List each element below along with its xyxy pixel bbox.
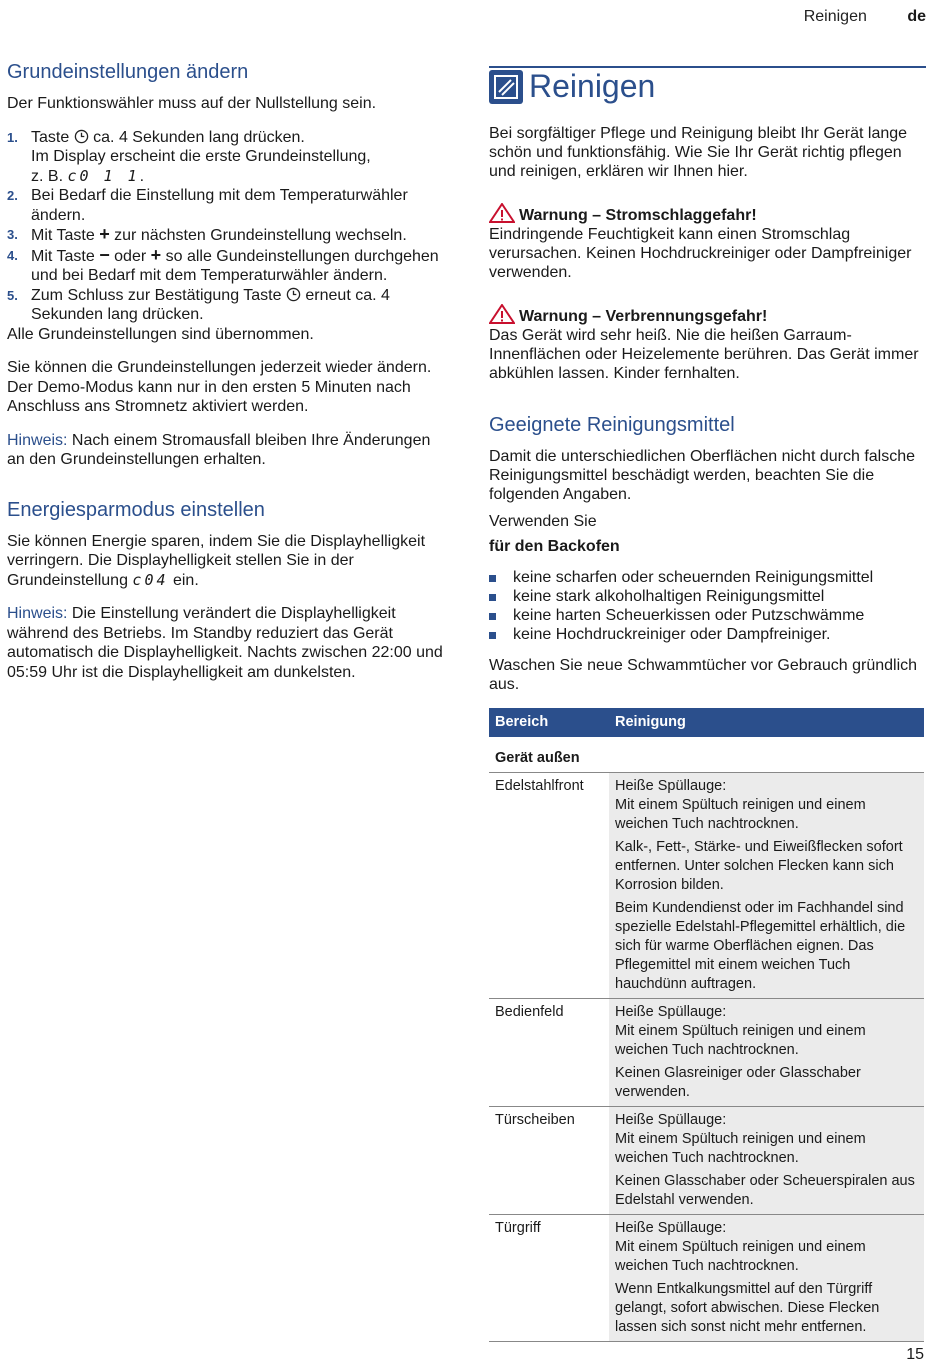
step-text: Bei Bedarf die Einstellung mit dem Temperaturwähler ändern. [31,187,408,224]
page-header [804,8,926,26]
warning-burn-heading [489,304,926,326]
cleaning-instruction: Beim Kundendienst oder im Fachhandel sind spezielle Edelstahl-Pflegemittel erhältlich, die sich für warme Oberflächen eignen. Das Pflegemittel mit einem weichen Tuch hauchdünn auftragen. [615,900,906,992]
warning-electric-heading [489,203,926,225]
clock-icon [74,129,89,144]
table-row [489,1107,924,1215]
cleaning-instruction: Wenn Entkalkungsmittel auf den Türgriff gelangt, sofort abwischen. Diese Flecken lassen sich sonst nicht mehr entfernen. [615,1281,880,1335]
mittel-intro: Damit die unterschiedlichen Oberflächen nicht durch falsche Reinigungsmittel beschädigt werden, beachten Sie die folgenden Angaben. [489,448,916,503]
hint-text: Die Einstellung verändert die Displayhelligkeit während des Betriebs. Im Standby reduziert das Gerät automatisch die Displayhelligkeit. Nachts zwischen 22:00 und 05:59 Uhr ist die Displayhelligkeit am dunkelsten. [7,605,443,681]
step-3 [7,225,447,246]
left-column [7,60,447,682]
step-text: z. B. [31,167,64,185]
list-item: keine stark alkoholhaltigen Reinigungsmittel [489,587,926,606]
step-text: Taste [31,128,70,146]
step-text: oder [114,247,147,265]
column-header-bereich: Bereich [489,708,609,737]
step-text: so alle Gundeinstellungen durchgehen und bei Bedarf mit dem Temperaturwähler ändern. [31,247,439,284]
step-text: zur nächsten Grundeinstellung wechseln. [114,227,407,244]
step-text: Mit Taste [31,247,95,265]
cleaning-cell [609,999,924,1107]
energie-text-b: ein. [172,571,199,589]
list-item: keine harten Scheuerkissen oder Putzschwämme [489,606,926,625]
header-section: Reinigen [803,8,867,25]
warning-title: Warnung – Verbrennungsgefahr! [519,308,768,325]
right-column [489,60,926,1342]
step-1 [7,128,447,187]
table-row [489,773,924,999]
verwenden-label: Verwenden Sie [489,513,597,530]
cleaning-instruction: Keinen Glasreiniger oder Glasschaber verwenden. [615,1065,861,1100]
steps-list [7,128,447,325]
cleaning-instruction: Heiße Spüllauge: Mit einem Spültuch reinigen und einem weichen Tuch nachtrocknen. [615,1004,866,1058]
section-title-bar [489,66,926,110]
area-cell: Bedienfeld [489,999,609,1107]
group-label: Gerät außen [489,737,924,773]
energiesparmodus-heading: Energiesparmodus einstellen [7,498,265,521]
section-title: Reinigen [529,68,656,104]
area-cell: Türscheiben [489,1107,609,1215]
cleaning-cell [609,773,924,999]
paragraph-demo: Sie können die Grundeinstellungen jederzeit wieder ändern. Der Demo-Modus kann nur in den ersten 5 Minuten nach Anschluss ans Stromnetz aktiviert werden. [7,359,432,415]
column-header-reinigung: Reinigung [609,708,924,737]
grundeinstellungen-heading: Grundeinstellungen ändern [7,61,249,83]
hint-text: Nach einem Stromausfall bleiben Ihre Änderungen an den Grundeinstellungen erhalten. [7,431,431,468]
after-steps: Alle Grundeinstellungen sind übernommen. [7,325,314,343]
cleaning-instruction: Heiße Spüllauge: Mit einem Spültuch reinigen und einem weichen Tuch nachtrocknen. [615,1220,866,1274]
display-code: c0 1 1 [67,166,140,185]
energie-text-a: Sie können Energie sparen, indem Sie die Displayhelligkeit verringern. Die Displayhelligkeit stellen Sie in der Grundeinstellung [7,532,426,589]
energie-text [7,532,447,591]
hint-1 [7,431,447,470]
minus-icon: − [99,244,110,265]
step-text: erneut ca. 4 Sekunden lang drücken. [31,286,390,323]
plus-icon: + [99,224,110,244]
hint-label: Hinweis: [7,431,68,449]
warning-title: Warnung – Stromschlaggefahr! [519,207,757,224]
reinigen-intro: Bei sorgfältiger Pflege und Reinigung bleibt Ihr Gerät lange schön und funktionsfähig. Wie Sie Ihr Gerät richtig pflegen und reinigen, erklären wir Ihnen hier. [489,125,908,180]
warning-icon [489,203,515,223]
step-text: Mit Taste [31,227,95,244]
table-row [489,1215,924,1342]
warning-icon [489,304,515,324]
step-2 [7,186,447,225]
reinigungsmittel-heading: Geeignete Reinigungsmittel [489,414,735,436]
cleaning-instruction: Heiße Spüllauge: Mit einem Spültuch reinigen und einem weichen Tuch nachtrocknen. [615,778,866,832]
table-header-row [489,708,924,737]
step-number: 3. [7,227,18,242]
header-language: de [907,8,926,25]
step-number: 5. [7,287,18,303]
step-5 [7,286,447,325]
grund-intro: Der Funktionswähler muss auf der Nullstellung sein. [7,95,377,112]
table-row [489,999,924,1107]
cleaning-cell [609,1107,924,1215]
step-number: 2. [7,188,18,203]
step-text: . [139,167,145,185]
list-item: keine scharfen oder scheuernden Reinigungsmittel [489,568,926,587]
cleaning-cell [609,1215,924,1342]
list-item: keine Hochdruckreiniger oder Dampfreiniger. [489,625,926,644]
page-number: 15 [906,1346,924,1363]
bullet-list [489,568,926,644]
area-cell: Edelstahlfront [489,773,609,999]
fuer-backofen-label: für den Backofen [489,538,620,555]
warning-burn-text: Das Gerät wird sehr heiß. Nie die heißen Garraum-Innenflächen oder Heizelemente berühren. Das Gerät immer abkühlen lassen. Kinder fernhalten. [489,327,919,382]
step-number: 1. [7,129,18,145]
area-cell: Türgriff [489,1215,609,1342]
table-group-row [489,737,924,773]
step-number: 4. [7,247,18,263]
clock-icon [286,287,301,302]
display-code: c04 [132,570,169,589]
step-text: Im Display erscheint die erste Grundeinstellung, [31,148,371,165]
cleaning-icon [489,70,523,104]
plus-icon: + [150,244,162,265]
cleaning-instruction: Kalk-, Fett-, Stärke- und Eiweißflecken sofort entfernen. Unter solchen Flecken kann sich Korrosion bilden. [615,839,903,893]
cleaning-instruction: Keinen Glasschaber oder Scheuerspiralen aus Edelstahl verwenden. [615,1173,915,1208]
hint-2 [7,604,447,682]
cleaning-table [489,708,924,1342]
step-4 [7,246,447,286]
step-text: ca. 4 Sekunden lang drücken. [93,128,305,146]
warning-electric-text: Eindringende Feuchtigkeit kann einen Stromschlag verursachen. Keinen Hochdruckreiniger oder Dampfreiniger verwenden. [489,226,912,281]
waschen-text: Waschen Sie neue Schwammtücher vor Gebrauch gründlich aus. [489,657,918,693]
cleaning-instruction: Heiße Spüllauge: Mit einem Spültuch reinigen und einem weichen Tuch nachtrocknen. [615,1112,866,1166]
step-text: Zum Schluss zur Bestätigung Taste [31,286,282,304]
hint-label: Hinweis: [7,605,68,622]
